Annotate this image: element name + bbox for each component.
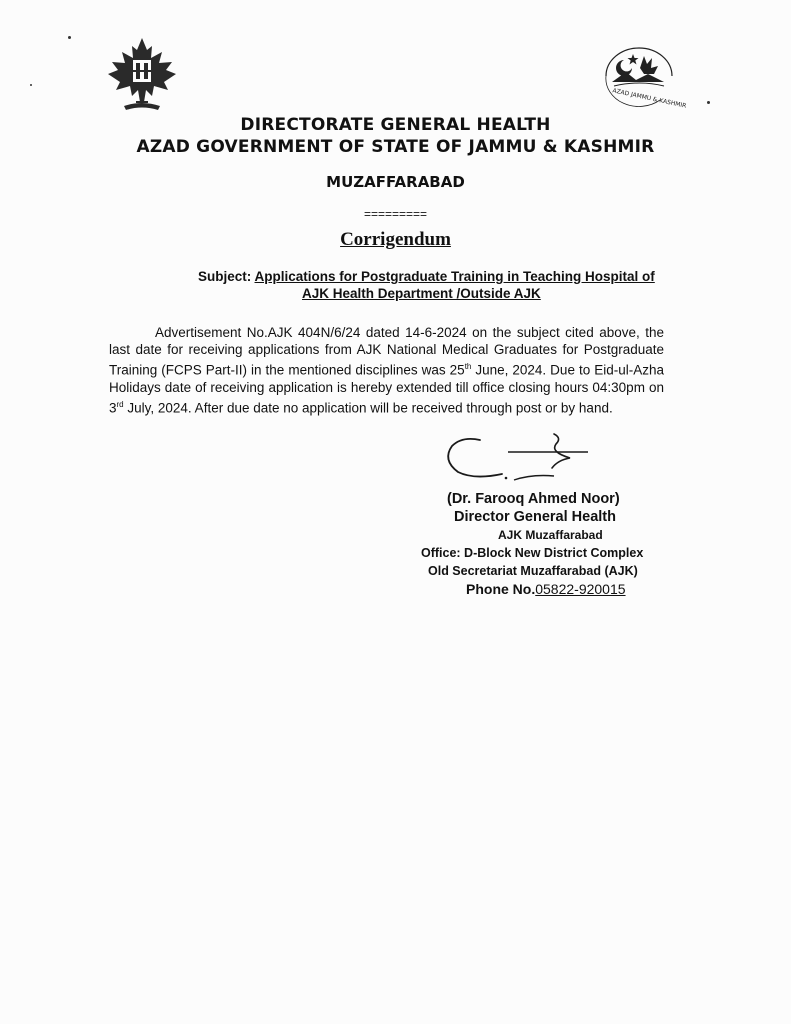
body-superscript-2: rd xyxy=(116,400,124,410)
phone-label: Phone No. xyxy=(466,581,536,597)
ajk-seal-logo xyxy=(600,44,687,110)
subject-block xyxy=(198,268,658,302)
scan-speck xyxy=(68,36,71,39)
signatory-secretariat: Old Secretariat Muzaffarabad (AJK) xyxy=(428,564,638,578)
signatory-phone xyxy=(415,580,675,598)
body-text-part-3: July, 2024. After due date no application will be received through post or by hand. xyxy=(123,400,613,416)
city-heading: MUZAFFARABAD xyxy=(326,173,465,191)
document-title: Corrigendum xyxy=(340,229,451,250)
phone-number: 05822-920015 xyxy=(535,581,626,597)
signatory-title: Director General Health xyxy=(454,509,616,525)
seal-caption: AZAD JAMMU & KASHMIR xyxy=(611,87,687,110)
signatory-place: AJK Muzaffarabad xyxy=(498,528,603,542)
body-text-part-2: June, 2024. Due to Eid-ul-Azha Holidays date of receiving application is hereby extended till office closing hours 04:30pm on 3 xyxy=(109,362,664,416)
signature-image xyxy=(440,428,590,490)
signatory-block xyxy=(415,490,675,598)
subject-line-2: AJK Health Department /Outside AJK xyxy=(302,286,541,301)
signatory-office: Office: D-Block New District Complex xyxy=(421,546,644,560)
body-text-part-1: Advertisement No.AJK 404N/6/24 dated 14-6-2024 on the subject cited above, the last date for receiving applications from AJK National Medical Graduates for Postgraduate Training (FCPS Part-II) in the mentioned disciplines was 25 xyxy=(109,325,664,378)
separator-line: ========= xyxy=(363,207,428,221)
government-heading: AZAD GOVERNMENT OF STATE OF JAMMU & KASHMIR xyxy=(136,137,655,157)
maple-leaf-emblem-logo xyxy=(106,36,178,116)
subject-label: Subject: xyxy=(198,269,252,284)
directorate-heading: DIRECTORATE GENERAL HEALTH xyxy=(240,115,551,135)
body-superscript-1: th xyxy=(464,362,472,372)
body-paragraph xyxy=(109,324,664,417)
signatory-name: (Dr. Farooq Ahmed Noor) xyxy=(447,491,620,507)
scan-speck xyxy=(707,101,710,104)
subject-line-1: Applications for Postgraduate Training in Teaching Hospital of xyxy=(254,269,655,284)
scan-speck xyxy=(30,84,32,86)
